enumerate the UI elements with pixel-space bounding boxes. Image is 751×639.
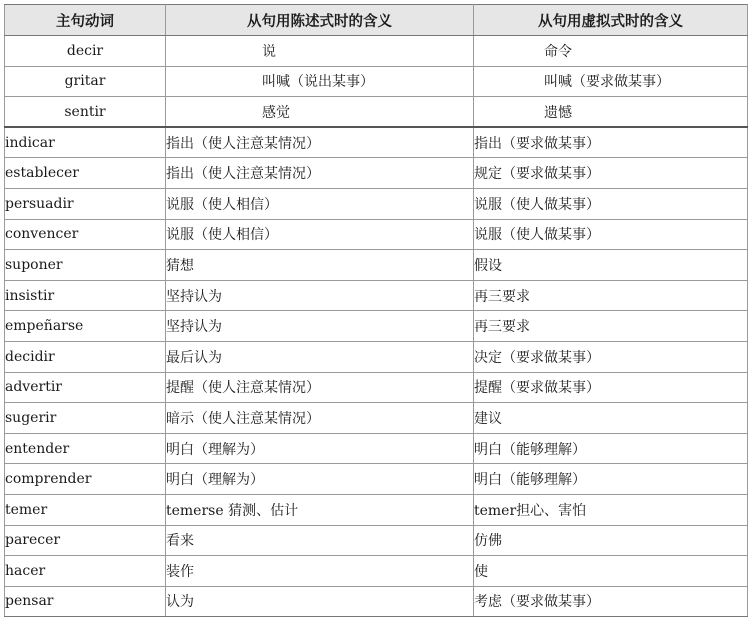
verb-cell: empeñarse <box>5 311 166 342</box>
verb-cell: persuadir <box>5 188 166 219</box>
table-row <box>5 97 748 128</box>
table-row <box>5 403 748 434</box>
table-row <box>5 586 748 617</box>
indicative-meaning-cell: 认为 <box>166 586 474 617</box>
table-header <box>5 5 748 36</box>
verb-cell: indicar <box>5 127 166 158</box>
subjunctive-meaning-cell: 再三要求 <box>474 311 748 342</box>
table-row <box>5 188 748 219</box>
verb-cell: parecer <box>5 525 166 556</box>
indicative-meaning-cell: 坚持认为 <box>166 311 474 342</box>
verb-meaning-table <box>4 4 748 617</box>
table-row <box>5 127 748 158</box>
verb-cell: entender <box>5 433 166 464</box>
table-row <box>5 433 748 464</box>
indicative-meaning-cell: 明白（理解为） <box>166 464 474 495</box>
subjunctive-meaning-cell: 说服（使人做某事） <box>474 188 748 219</box>
indicative-meaning-cell: 指出（使人注意某情况） <box>166 127 474 158</box>
verb-cell: suponer <box>5 250 166 281</box>
subjunctive-meaning-cell: 叫喊（要求做某事） <box>474 66 748 97</box>
subjunctive-meaning-cell: 考虑（要求做某事） <box>474 586 748 617</box>
header-row <box>5 5 748 36</box>
subjunctive-meaning-cell: temer担心、害怕 <box>474 494 748 525</box>
verb-cell: temer <box>5 494 166 525</box>
verb-cell: pensar <box>5 586 166 617</box>
subjunctive-meaning-cell: 指出（要求做某事） <box>474 127 748 158</box>
table-row <box>5 158 748 189</box>
verb-cell: hacer <box>5 556 166 587</box>
indicative-meaning-cell: 感觉 <box>166 97 474 128</box>
indicative-meaning-cell: temerse 猜测、估计 <box>166 494 474 525</box>
indicative-meaning-cell: 装作 <box>166 556 474 587</box>
table-row <box>5 464 748 495</box>
table-row <box>5 556 748 587</box>
indicative-meaning-cell: 叫喊（说出某事） <box>166 66 474 97</box>
table-row <box>5 250 748 281</box>
subjunctive-meaning-cell: 假设 <box>474 250 748 281</box>
indicative-meaning-cell: 明白（理解为） <box>166 433 474 464</box>
verb-cell: gritar <box>5 66 166 97</box>
subjunctive-meaning-cell: 使 <box>474 556 748 587</box>
table-row <box>5 525 748 556</box>
table-row <box>5 36 748 67</box>
table-row <box>5 66 748 97</box>
verb-cell: insistir <box>5 280 166 311</box>
subjunctive-meaning-cell: 明白（能够理解） <box>474 433 748 464</box>
indicative-meaning-cell: 最后认为 <box>166 341 474 372</box>
verb-cell: sugerir <box>5 403 166 434</box>
header-subjunctive-meaning: 从句用虚拟式时的含义 <box>474 5 748 36</box>
subjunctive-meaning-cell: 再三要求 <box>474 280 748 311</box>
subjunctive-meaning-cell: 仿佛 <box>474 525 748 556</box>
subjunctive-meaning-cell: 命令 <box>474 36 748 67</box>
subjunctive-meaning-cell: 明白（能够理解） <box>474 464 748 495</box>
table-body <box>5 36 748 617</box>
table-row <box>5 219 748 250</box>
verb-cell: sentir <box>5 97 166 128</box>
verb-cell: comprender <box>5 464 166 495</box>
indicative-meaning-cell: 坚持认为 <box>166 280 474 311</box>
indicative-meaning-cell: 说服（使人相信） <box>166 188 474 219</box>
subjunctive-meaning-cell: 规定（要求做某事） <box>474 158 748 189</box>
verb-cell: decidir <box>5 341 166 372</box>
indicative-meaning-cell: 猜想 <box>166 250 474 281</box>
verb-cell: decir <box>5 36 166 67</box>
verb-cell: establecer <box>5 158 166 189</box>
verb-cell: advertir <box>5 372 166 403</box>
header-indicative-meaning: 从句用陈述式时的含义 <box>166 5 474 36</box>
indicative-meaning-cell: 提醒（使人注意某情况） <box>166 372 474 403</box>
subjunctive-meaning-cell: 提醒（要求做某事） <box>474 372 748 403</box>
table-row <box>5 280 748 311</box>
indicative-meaning-cell: 看来 <box>166 525 474 556</box>
indicative-meaning-cell: 暗示（使人注意某情况） <box>166 403 474 434</box>
subjunctive-meaning-cell: 决定（要求做某事） <box>474 341 748 372</box>
indicative-meaning-cell: 指出（使人注意某情况） <box>166 158 474 189</box>
table-row <box>5 311 748 342</box>
header-main-verb: 主句动词 <box>5 5 166 36</box>
indicative-meaning-cell: 说服（使人相信） <box>166 219 474 250</box>
subjunctive-meaning-cell: 遗憾 <box>474 97 748 128</box>
subjunctive-meaning-cell: 说服（使人做某事） <box>474 219 748 250</box>
table-row <box>5 372 748 403</box>
verb-cell: convencer <box>5 219 166 250</box>
indicative-meaning-cell: 说 <box>166 36 474 67</box>
table-row <box>5 494 748 525</box>
subjunctive-meaning-cell: 建议 <box>474 403 748 434</box>
table-row <box>5 341 748 372</box>
